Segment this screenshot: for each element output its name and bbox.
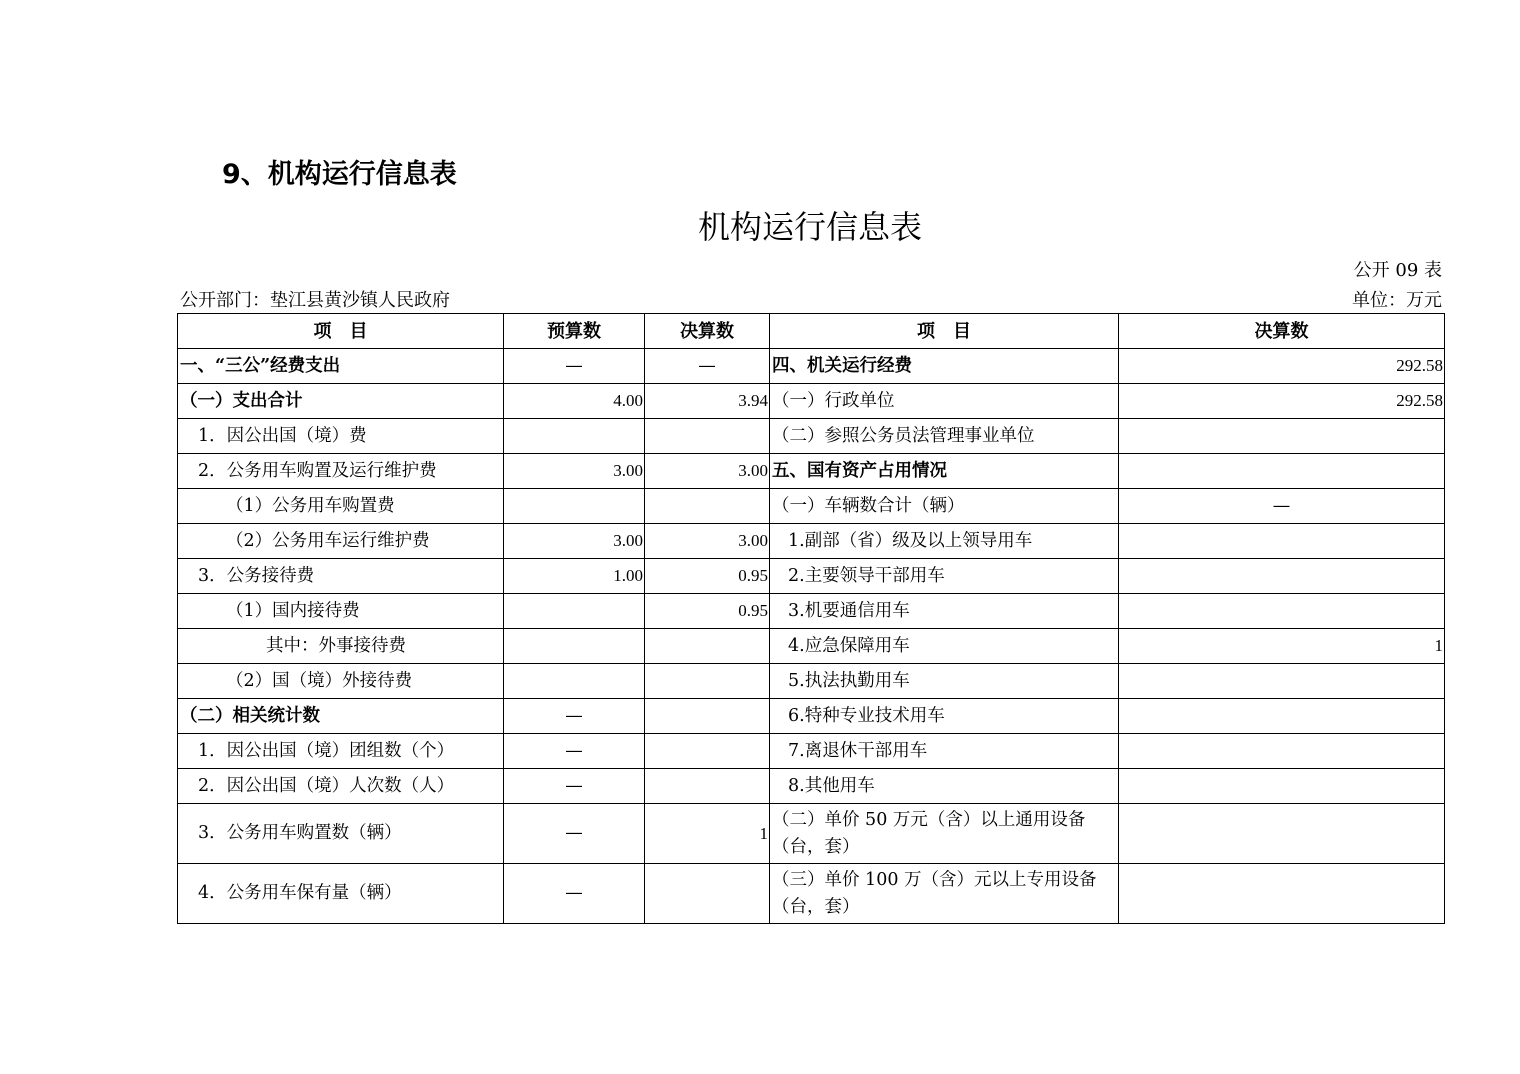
right-final-cell bbox=[1119, 419, 1445, 454]
row-label-right: 4.应急保障用车 bbox=[770, 629, 1119, 664]
budget-cell bbox=[504, 594, 645, 629]
table-row bbox=[178, 864, 1445, 924]
final-cell bbox=[645, 419, 770, 454]
table-row bbox=[178, 559, 1445, 594]
right-final-cell: 292.58 bbox=[1119, 384, 1445, 419]
final-cell bbox=[645, 629, 770, 664]
row-label-left: （1）国内接待费 bbox=[178, 594, 504, 629]
row-label-right: （三）单价 100 万（含）元以上专用设备（台，套） bbox=[770, 864, 1119, 924]
table-row bbox=[178, 524, 1445, 559]
row-label-right: 五、国有资产占用情况 bbox=[770, 454, 1119, 489]
right-final-cell bbox=[1119, 699, 1445, 734]
final-cell: 0.95 bbox=[645, 594, 770, 629]
budget-cell: — bbox=[504, 864, 645, 924]
budget-cell: — bbox=[504, 769, 645, 804]
row-label-right: 2.主要领导干部用车 bbox=[770, 559, 1119, 594]
row-label-left: （2）国（境）外接待费 bbox=[178, 664, 504, 699]
final-cell bbox=[645, 769, 770, 804]
row-label-left: 2．因公出国（境）人次数（人） bbox=[178, 769, 504, 804]
right-final-cell bbox=[1119, 594, 1445, 629]
department-label: 公开部门：垫江县黄沙镇人民政府 bbox=[180, 290, 450, 311]
row-label-right: 5.执法执勤用车 bbox=[770, 664, 1119, 699]
row-label-right: 7.离退休干部用车 bbox=[770, 734, 1119, 769]
right-final-cell bbox=[1119, 559, 1445, 594]
row-label-right: 3.机要通信用车 bbox=[770, 594, 1119, 629]
budget-cell: 1.00 bbox=[504, 559, 645, 594]
budget-cell: 3.00 bbox=[504, 524, 645, 559]
budget-cell bbox=[504, 664, 645, 699]
right-final-cell bbox=[1119, 454, 1445, 489]
table-row bbox=[178, 734, 1445, 769]
final-cell bbox=[645, 734, 770, 769]
budget-cell bbox=[504, 419, 645, 454]
table-row bbox=[178, 664, 1445, 699]
row-label-left: （一）支出合计 bbox=[178, 384, 504, 419]
final-cell: 0.95 bbox=[645, 559, 770, 594]
row-label-right: （一）行政单位 bbox=[770, 384, 1119, 419]
budget-cell: 4.00 bbox=[504, 384, 645, 419]
final-cell bbox=[645, 699, 770, 734]
right-final-cell bbox=[1119, 769, 1445, 804]
row-label-right: 6.特种专业技术用车 bbox=[770, 699, 1119, 734]
table-row bbox=[178, 804, 1445, 864]
final-cell: 3.94 bbox=[645, 384, 770, 419]
budget-cell: — bbox=[504, 699, 645, 734]
right-final-cell bbox=[1119, 664, 1445, 699]
header-item-left: 项 目 bbox=[178, 314, 504, 349]
right-final-cell: 292.58 bbox=[1119, 349, 1445, 384]
institution-operation-table bbox=[177, 313, 1445, 924]
row-label-left: 4．公务用车保有量（辆） bbox=[178, 864, 504, 924]
row-label-left: 一、“三公”经费支出 bbox=[178, 349, 504, 384]
right-final-cell bbox=[1119, 804, 1445, 864]
row-label-left: 3．公务接待费 bbox=[178, 559, 504, 594]
right-final-cell: — bbox=[1119, 489, 1445, 524]
header-budget: 预算数 bbox=[504, 314, 645, 349]
row-label-right: 8.其他用车 bbox=[770, 769, 1119, 804]
final-cell bbox=[645, 664, 770, 699]
table-row bbox=[178, 699, 1445, 734]
budget-cell bbox=[504, 489, 645, 524]
section-heading: 9、机构运行信息表 bbox=[222, 159, 457, 190]
table-row bbox=[178, 629, 1445, 664]
table-header-row bbox=[178, 314, 1445, 349]
table-row bbox=[178, 489, 1445, 524]
row-label-right: （二）参照公务员法管理事业单位 bbox=[770, 419, 1119, 454]
budget-cell: — bbox=[504, 804, 645, 864]
budget-cell: 3.00 bbox=[504, 454, 645, 489]
row-label-right: 四、机关运行经费 bbox=[770, 349, 1119, 384]
document-title: 机构运行信息表 bbox=[697, 208, 922, 246]
row-label-right: （一）车辆数合计（辆） bbox=[770, 489, 1119, 524]
table-row bbox=[178, 384, 1445, 419]
table-row bbox=[178, 349, 1445, 384]
table-row bbox=[178, 594, 1445, 629]
table-row bbox=[178, 454, 1445, 489]
table-row bbox=[178, 419, 1445, 454]
right-final-cell: 1 bbox=[1119, 629, 1445, 664]
unit-label: 单位：万元 bbox=[1352, 290, 1442, 311]
header-item-right: 项 目 bbox=[770, 314, 1119, 349]
row-label-left: （1）公务用车购置费 bbox=[178, 489, 504, 524]
right-final-cell bbox=[1119, 864, 1445, 924]
table-row bbox=[178, 769, 1445, 804]
row-label-left: 1．因公出国（境）费 bbox=[178, 419, 504, 454]
final-cell: 3.00 bbox=[645, 524, 770, 559]
row-label-left: 3．公务用车购置数（辆） bbox=[178, 804, 504, 864]
budget-cell: — bbox=[504, 734, 645, 769]
row-label-left: （二）相关统计数 bbox=[178, 699, 504, 734]
row-label-left: （2）公务用车运行维护费 bbox=[178, 524, 504, 559]
final-cell: — bbox=[645, 349, 770, 384]
row-label-right: 1.副部（省）级及以上领导用车 bbox=[770, 524, 1119, 559]
row-label-left: 2．公务用车购置及运行维护费 bbox=[178, 454, 504, 489]
final-cell bbox=[645, 489, 770, 524]
final-cell: 3.00 bbox=[645, 454, 770, 489]
budget-cell: — bbox=[504, 349, 645, 384]
row-label-right: （二）单价 50 万元（含）以上通用设备（台，套） bbox=[770, 804, 1119, 864]
row-label-left: 其中：外事接待费 bbox=[178, 629, 504, 664]
final-cell bbox=[645, 864, 770, 924]
header-final-right: 决算数 bbox=[1119, 314, 1445, 349]
row-label-left: 1．因公出国（境）团组数（个） bbox=[178, 734, 504, 769]
form-number: 公开 09 表 bbox=[1353, 260, 1442, 281]
right-final-cell bbox=[1119, 524, 1445, 559]
header-final-left: 决算数 bbox=[645, 314, 770, 349]
final-cell: 1 bbox=[645, 804, 770, 864]
right-final-cell bbox=[1119, 734, 1445, 769]
budget-cell bbox=[504, 629, 645, 664]
